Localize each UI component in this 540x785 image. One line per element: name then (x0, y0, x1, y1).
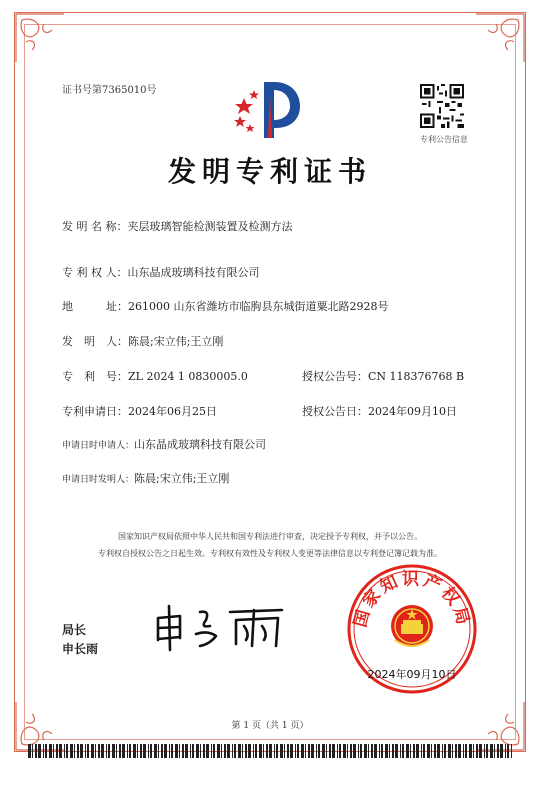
field-value: 261000 山东省潍坊市临朐县东城街道粟北路2928号 (128, 300, 389, 313)
seal-date: 2024年09月10日 (367, 668, 457, 681)
field-grant-publication-number (302, 368, 464, 384)
field-value: 2024年06月25日 (128, 405, 217, 418)
signatory-role: 局长 (62, 623, 87, 637)
field-filing-date (62, 403, 217, 419)
field-value: 陈晨;宋立伟;王立刚 (128, 335, 224, 348)
corner-ornament-top-left (14, 12, 84, 82)
field-value: ZL 2024 1 0830005.0 (128, 370, 248, 383)
field-applicant-at-filing (62, 436, 266, 452)
official-seal (345, 562, 479, 696)
page-number: 第 1 页（共 1 页） (231, 721, 309, 731)
field-label: 授权公告日： (302, 405, 368, 418)
field-patent-number (62, 368, 248, 384)
field-value: 夹层玻璃智能检测装置及检测方法 (127, 220, 293, 233)
field-value: 山东晶成玻璃科技有限公司 (127, 266, 260, 279)
field-value: 山东晶成玻璃科技有限公司 (134, 438, 267, 451)
field-inventor-at-filing (62, 470, 229, 486)
corner-ornament-top-right (456, 12, 526, 82)
field-value: 陈晨;宋立伟;王立刚 (134, 472, 230, 485)
qr-caption: 专利公告信息 (420, 135, 468, 144)
field-label: 发 明 人： (62, 335, 128, 348)
legal-notice-line-2: 专利权自授权公告之日起生效。专利权有效性及专利权人变更等法律信息以专利登记簿记载为准。 (98, 549, 442, 558)
field-label: 授权公告号： (302, 370, 368, 383)
barcode-strip (28, 744, 512, 758)
field-label: 专 利 权 人： (62, 266, 128, 279)
legal-notice-line-1: 国家知识产权局依照中华人民共和国专利法进行审查，决定授予专利权，并予以公告。 (118, 532, 422, 541)
field-label: 专 利 号： (62, 370, 128, 383)
handwritten-signature (150, 600, 290, 652)
field-label: 地 址： (62, 300, 128, 313)
signatory-name: 申长雨 (62, 642, 99, 656)
field-label: 申请日时申请人： (62, 441, 135, 451)
qr-code-icon (420, 84, 464, 128)
seal-text: 国家知识产权局 (350, 569, 474, 630)
field-label: 专利申请日： (62, 405, 128, 418)
certificate-number: 证书号第7365010号 (62, 85, 157, 96)
corner-ornament-bottom-left (14, 682, 84, 752)
field-grant-date (302, 403, 457, 419)
field-value: 2024年09月10日 (368, 405, 457, 418)
field-label: 申请日时发明人： (62, 475, 135, 485)
certificate-title: 发明专利证书 (167, 155, 372, 188)
field-invention-name (62, 218, 293, 234)
cnipa-logo-icon (230, 76, 310, 146)
field-patentee (62, 264, 260, 280)
field-inventors (62, 333, 223, 349)
field-label: 发 明 名 称： (62, 220, 128, 233)
national-emblem-icon (391, 605, 433, 647)
field-address (62, 298, 388, 314)
field-value: CN 118376768 B (368, 370, 465, 383)
